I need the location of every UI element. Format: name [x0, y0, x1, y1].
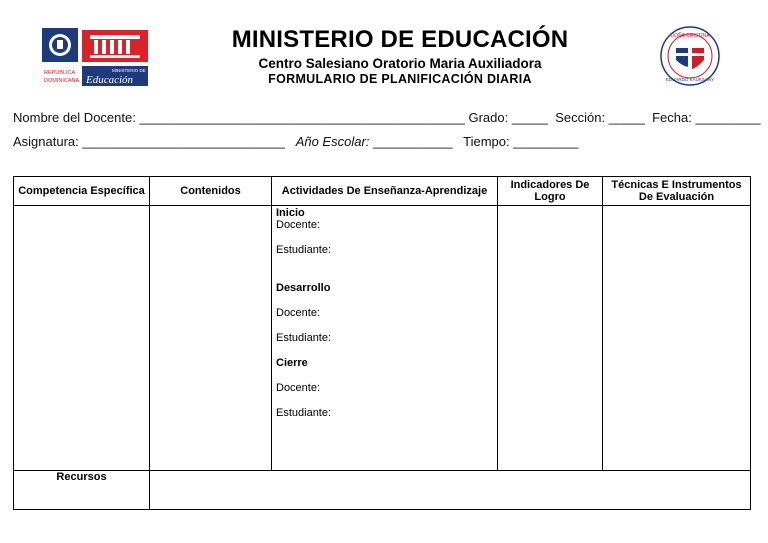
inicio-estudiante: Estudiante:: [276, 244, 332, 256]
grado-label: Grado:: [468, 110, 509, 125]
cell-tecnicas[interactable]: [603, 206, 751, 471]
seal-top-text: DOÑA CRISTINA: [670, 33, 710, 39]
table-body-row: [14, 206, 751, 471]
logo-ministry-small: MINISTERIO DE: [112, 68, 146, 73]
cell-actividades[interactable]: [272, 206, 498, 471]
cierre-estudiante: Estudiante:: [276, 407, 332, 419]
form-name: FORMULARIO DE PLANIFICACIÓN DIARIA: [268, 72, 532, 86]
table-header-row: [14, 177, 751, 206]
school-seal: [660, 26, 720, 86]
cierre-docente: Docente:: [276, 382, 321, 394]
fecha-field[interactable]: _________: [695, 110, 761, 125]
header-contenidos: Contenidos: [150, 177, 272, 206]
recursos-row: [14, 471, 751, 510]
grado-field[interactable]: _____: [511, 110, 548, 125]
recursos-label: Recursos: [14, 471, 150, 510]
seccion-field[interactable]: _____: [608, 110, 645, 125]
asignatura-field[interactable]: ____________________________: [82, 134, 285, 149]
cell-contenidos[interactable]: [150, 206, 272, 471]
form-line-docente: [13, 110, 761, 125]
cell-indicadores[interactable]: [498, 206, 603, 471]
docente-field[interactable]: _____________________________________________: [139, 110, 465, 125]
form-line-asignatura: [13, 134, 578, 149]
desarrollo-docente: Docente:: [276, 307, 321, 319]
page-title: MINISTERIO DE EDUCACIÓN: [231, 26, 569, 53]
ano-escolar-field[interactable]: ___________: [373, 134, 453, 149]
school-name: Centro Salesiano Oratorio Maria Auxiliadora: [258, 56, 542, 71]
logo-ministry-big: Educación: [86, 74, 134, 86]
logo-text-line2: DOMINICANA: [44, 78, 80, 84]
tiempo-field[interactable]: _________: [513, 134, 579, 149]
fecha-label: Fecha:: [652, 110, 692, 125]
desarrollo-estudiante: Estudiante:: [276, 332, 332, 344]
header-competencia: Competencia Específica: [14, 177, 150, 206]
cell-competencia[interactable]: [14, 206, 150, 471]
asignatura-label: Asignatura:: [13, 134, 79, 149]
inicio-docente: Docente:: [276, 219, 321, 231]
inicio-heading: Inicio: [276, 207, 305, 219]
planning-table: [13, 176, 751, 510]
logo-text-line1: REPUBLICA: [44, 70, 76, 76]
seal-bottom-text: EDUARDO KAUKSANY: [665, 77, 715, 82]
header-tecnicas: Técnicas E Instrumentos De Evaluación: [603, 177, 751, 206]
seccion-label: Sección:: [555, 110, 606, 125]
cell-recursos[interactable]: [150, 471, 751, 510]
header-indicadores: Indicadores De Logro: [498, 177, 603, 206]
docente-label: Nombre del Docente:: [13, 110, 136, 125]
desarrollo-heading: Desarrollo: [276, 282, 331, 294]
ano-escolar-label: Año Escolar:: [295, 134, 370, 149]
cierre-heading: Cierre: [276, 357, 308, 369]
header-actividades: Actividades De Enseñanza-Aprendizaje: [272, 177, 498, 206]
tiempo-label: Tiempo:: [463, 134, 510, 149]
ministry-logo: [42, 28, 148, 86]
